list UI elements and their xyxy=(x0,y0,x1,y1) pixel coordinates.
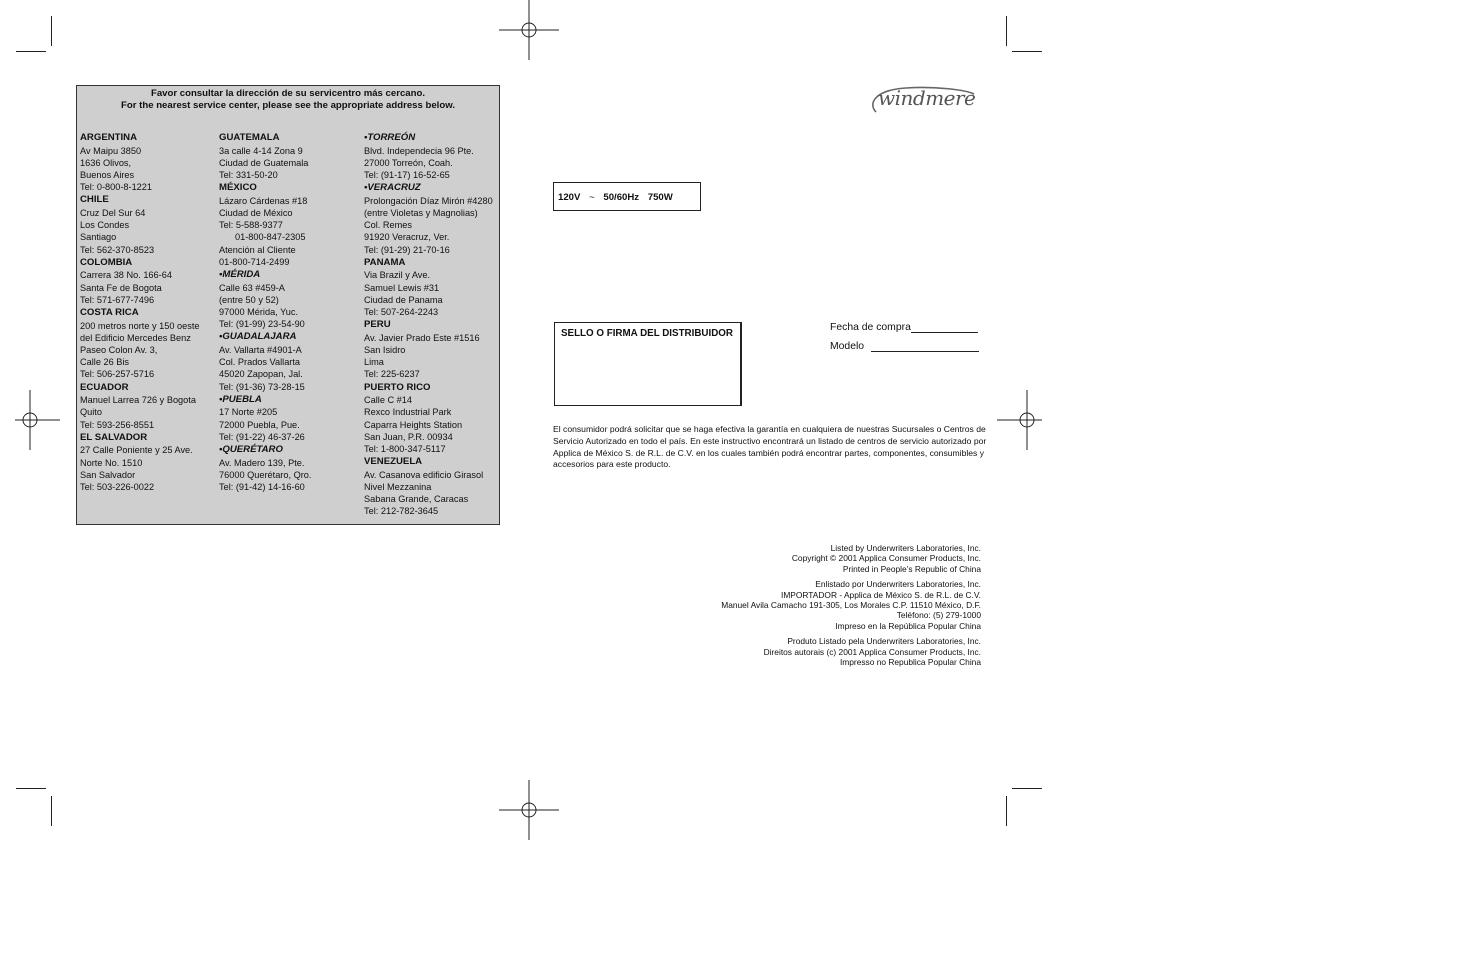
address-line: Calle C #14 xyxy=(364,395,413,406)
legal-line: Produto Listado pela Underwriters Laboratories, Inc. xyxy=(787,636,981,647)
address-line: Tel: 571-677-7496 xyxy=(80,294,155,305)
address-line: Col. Remes xyxy=(364,220,412,231)
address-line: Norte No. 1510 xyxy=(80,457,143,468)
address-line: Ciudad de México xyxy=(219,208,293,218)
country-name: PUERTO RICO xyxy=(364,381,431,393)
address-line: Caparra Heights Station xyxy=(364,419,463,430)
legal-line: Impreso en la República Popular China xyxy=(835,620,981,631)
address-line: Via Brazil y Ave. xyxy=(364,270,431,281)
address-line: 76000 Querétaro, Qro. xyxy=(219,469,312,480)
country-name: ARGENTINA xyxy=(80,132,138,143)
address-line: Tel: 1-800-347-5117 xyxy=(364,444,446,455)
ac-symbol: ~ xyxy=(589,192,595,203)
crop-mark xyxy=(1006,796,1007,826)
country-name: GUATEMALA xyxy=(219,132,280,143)
address-line: del Edificio Mercedes Benz xyxy=(80,332,191,343)
address-line: Ciudad de Guatemala xyxy=(219,157,309,168)
address-line: 01-800-847-2305 xyxy=(235,232,306,243)
address-line: Santiago xyxy=(80,232,117,243)
address-line: Tel: 562-370-8523 xyxy=(80,244,155,255)
address-line: (entre 50 y 52) xyxy=(219,294,279,305)
address-line: Lima xyxy=(364,357,384,368)
address-line: Tel: (91-99) 23-54-90 xyxy=(219,319,305,330)
country-name: CHILE xyxy=(80,194,109,206)
address-line: Manuel Larrea 726 y Bogota xyxy=(80,395,196,406)
country-name: MÉXICO xyxy=(219,182,257,194)
address-column-1 xyxy=(80,132,216,494)
crop-mark xyxy=(1012,788,1042,789)
address-line: Calle 63 #459-A xyxy=(219,282,285,293)
address-line: 1636 Olivos, xyxy=(80,157,132,168)
address-line: 200 metros norte y 150 oeste xyxy=(80,320,200,331)
address-line: Ciudad de Panama xyxy=(364,294,443,305)
warranty-text: El consumidor podrá solicitar que se haga efectiva la garantía en cualquiera de nuestras Sucursales o Centros de Servicio Autorizado en todo el país. En este instructivo encontrará un listado de centros de servicio autorizado por Applica de México S. de R.L. de C.V. en los cuales también podrá encontrar partes, componentes, consumibles y accesorios para este producto. xyxy=(553,424,987,470)
country-name: •GUADALAJARA xyxy=(219,331,297,343)
windmere-logo xyxy=(866,82,978,118)
address-line: Prolongación Díaz Mirón #4280 xyxy=(364,195,493,206)
address-line: Tel: 225-6237 xyxy=(364,369,420,380)
address-line: Tel: 5-588-9377 xyxy=(219,220,283,231)
panel-header-es: Favor consultar la dirección de su servicentro más cercano. xyxy=(150,88,426,99)
country-name: •PUEBLA xyxy=(219,393,262,405)
address-line: Tel: 331-50-20 xyxy=(219,170,278,180)
address-line: Av. Vallarta #4901-A xyxy=(219,345,302,356)
country-name: PANAMA xyxy=(364,256,406,268)
country-name: COSTA RICA xyxy=(80,307,139,319)
address-line: Tel: 503-226-0022 xyxy=(80,482,155,493)
address-line: Tel: (91-17) 16-52-65 xyxy=(364,170,450,180)
address-line: San Juan, P.R. 00934 xyxy=(364,431,453,442)
logo-text: windmere xyxy=(878,86,976,110)
service-center-panel xyxy=(76,85,500,525)
country-name: •QUERÉTARO xyxy=(219,444,283,456)
country-name: COLOMBIA xyxy=(80,256,133,268)
country-name: •TORREÓN xyxy=(364,132,416,143)
dealer-stamp-box xyxy=(554,322,742,406)
address-line: Rexco Industrial Park xyxy=(364,407,452,418)
service-center-entry xyxy=(80,307,216,381)
country-name: •MÉRIDA xyxy=(219,269,261,281)
service-center-entry xyxy=(219,269,361,330)
service-center-entry xyxy=(364,382,498,456)
address-line: San Salvador xyxy=(80,469,136,480)
crop-mark xyxy=(16,51,46,52)
address-line: 91920 Veracruz, Ver. xyxy=(364,232,450,243)
service-center-entry xyxy=(80,382,216,431)
address-line: Lázaro Cárdenas #18 xyxy=(219,195,308,206)
service-center-entry xyxy=(80,132,216,193)
address-line: Tel: 0-800-8-1221 xyxy=(80,182,153,193)
legal-line: IMPORTADOR - Applica de México S. de R.L. de C.V. xyxy=(781,589,981,600)
address-line: 72000 Puebla, Pue. xyxy=(219,419,300,430)
address-line: Col. Prados Vallarta xyxy=(219,357,301,368)
registration-mark xyxy=(499,780,559,840)
country-name: VENEZUELA xyxy=(364,456,423,468)
registration-mark xyxy=(997,390,1057,450)
address-column-3 xyxy=(364,132,498,519)
crop-mark xyxy=(16,788,46,789)
address-line: Av. Javier Prado Este #1516 xyxy=(364,332,480,343)
electrical-rating-box xyxy=(553,182,701,211)
service-center-entry xyxy=(80,194,216,255)
registration-mark xyxy=(0,390,60,450)
service-center-entry xyxy=(364,182,498,256)
crop-mark xyxy=(1006,16,1007,46)
legal-line: Teléfono: (5) 279-1000 xyxy=(896,610,981,621)
service-center-entry xyxy=(219,394,361,443)
address-line: 01-800-714-2499 xyxy=(219,256,290,267)
address-line: Tel: (91-22) 46-37-26 xyxy=(219,431,305,442)
service-center-entry xyxy=(219,444,361,493)
legal-line: Direitos autorais (c) 2001 Applica Consumer Products, Inc. xyxy=(763,646,981,657)
model-label: Modelo xyxy=(830,341,865,352)
country-name: PERU xyxy=(364,319,391,331)
address-line: Blvd. Independecia 96 Pte. xyxy=(364,145,474,156)
address-line: Paseo Colon Av. 3, xyxy=(80,345,158,356)
legal-block xyxy=(680,636,981,667)
legal-block xyxy=(680,543,981,574)
address-line: 97000 Mérida, Yuc. xyxy=(219,307,298,318)
address-line: 27000 Torreón, Coah. xyxy=(364,157,453,168)
purchase-date-label: Fecha de compra xyxy=(830,322,911,333)
address-line: 3a calle 4-14 Zona 9 xyxy=(219,145,303,156)
legal-block xyxy=(680,579,981,631)
address-line: Tel: (91-42) 14-16-60 xyxy=(219,482,305,493)
crop-mark xyxy=(51,16,52,46)
legal-line: Manuel Avila Camacho 191-305, Los Morales C.P. 11510 México, D.F. xyxy=(721,600,981,611)
address-line: (entre Violetas y Magnolias) xyxy=(364,208,478,218)
address-line: 27 Calle Poniente y 25 Ave. xyxy=(80,445,193,456)
legal-line: Impresso no Republica Popular China xyxy=(839,657,981,668)
crop-mark xyxy=(51,796,52,826)
country-name: ECUADOR xyxy=(80,381,129,393)
address-line: Carrera 38 No. 166-64 xyxy=(80,270,172,281)
legal-line: Printed in People’s Republic of China xyxy=(842,563,981,574)
voltage: 120V xyxy=(558,192,581,203)
model-field xyxy=(830,340,979,352)
service-center-entry xyxy=(80,432,216,493)
purchase-date-field xyxy=(830,321,978,333)
address-line: Nivel Mezzanina xyxy=(364,482,432,493)
model-line xyxy=(871,340,979,352)
address-line: Calle 26 Bis xyxy=(80,357,130,368)
country-name: •VERACRUZ xyxy=(364,182,421,194)
legal-line: Listed by Underwriters Laboratories, Inc. xyxy=(830,543,981,553)
address-line: Tel: 507-264-2243 xyxy=(364,307,439,318)
crop-mark xyxy=(1012,51,1042,52)
address-line: Tel: 593-256-8551 xyxy=(80,419,155,430)
service-center-entry xyxy=(364,319,498,380)
power: 750W xyxy=(647,192,673,203)
service-center-entry xyxy=(219,182,361,268)
panel-header xyxy=(77,88,499,112)
service-center-entry xyxy=(364,257,498,318)
legal-line: Enlistado por Underwriters Laboratories, Inc. xyxy=(815,579,981,590)
registration-mark xyxy=(499,0,559,60)
address-line: Samuel Lewis #31 xyxy=(364,282,440,293)
legal-line: Copyright © 2001 Applica Consumer Products, Inc. xyxy=(791,553,981,564)
address-line: Quito xyxy=(80,407,102,418)
service-center-entry xyxy=(80,257,216,306)
address-line: San Isidro xyxy=(364,345,406,356)
address-line: Buenos Aires xyxy=(80,170,135,180)
address-line: Sabana Grande, Caracas xyxy=(364,494,469,505)
frequency: 50/60Hz xyxy=(603,192,640,203)
address-line: Av. Madero 139, Pte. xyxy=(219,457,305,468)
country-name: EL SALVADOR xyxy=(80,431,148,443)
address-line: Tel: (91-29) 21-70-16 xyxy=(364,244,450,255)
address-line: Tel: 506-257-5716 xyxy=(80,369,155,380)
service-center-entry xyxy=(364,132,498,181)
address-line: Tel: (91-36) 73-28-15 xyxy=(219,381,305,392)
address-line: Santa Fe de Bogota xyxy=(80,282,162,293)
service-center-entry xyxy=(364,456,498,517)
panel-header-en: For the nearest service center, please see the appropriate address below. xyxy=(121,100,455,111)
purchase-date-line xyxy=(911,321,978,333)
address-line: Av. Casanova edificio Girasol xyxy=(364,469,484,480)
address-line: 17 Norte #205 xyxy=(219,407,278,418)
address-line: 45020 Zapopan, Jal. xyxy=(219,369,303,380)
address-line: Los Condes xyxy=(80,220,130,231)
service-center-entry xyxy=(219,331,361,392)
address-line: Atención al Cliente xyxy=(219,244,296,255)
address-line: Cruz Del Sur 64 xyxy=(80,208,146,218)
address-line: Tel: 212-782-3645 xyxy=(364,506,439,517)
stamp-label: SELLO O FIRMA DEL DISTRIBUIDOR xyxy=(561,328,733,339)
address-column-2 xyxy=(219,132,361,494)
service-center-entry xyxy=(219,132,361,181)
address-line: Av Maipu 3850 xyxy=(80,145,142,156)
legal-notices xyxy=(680,543,981,672)
